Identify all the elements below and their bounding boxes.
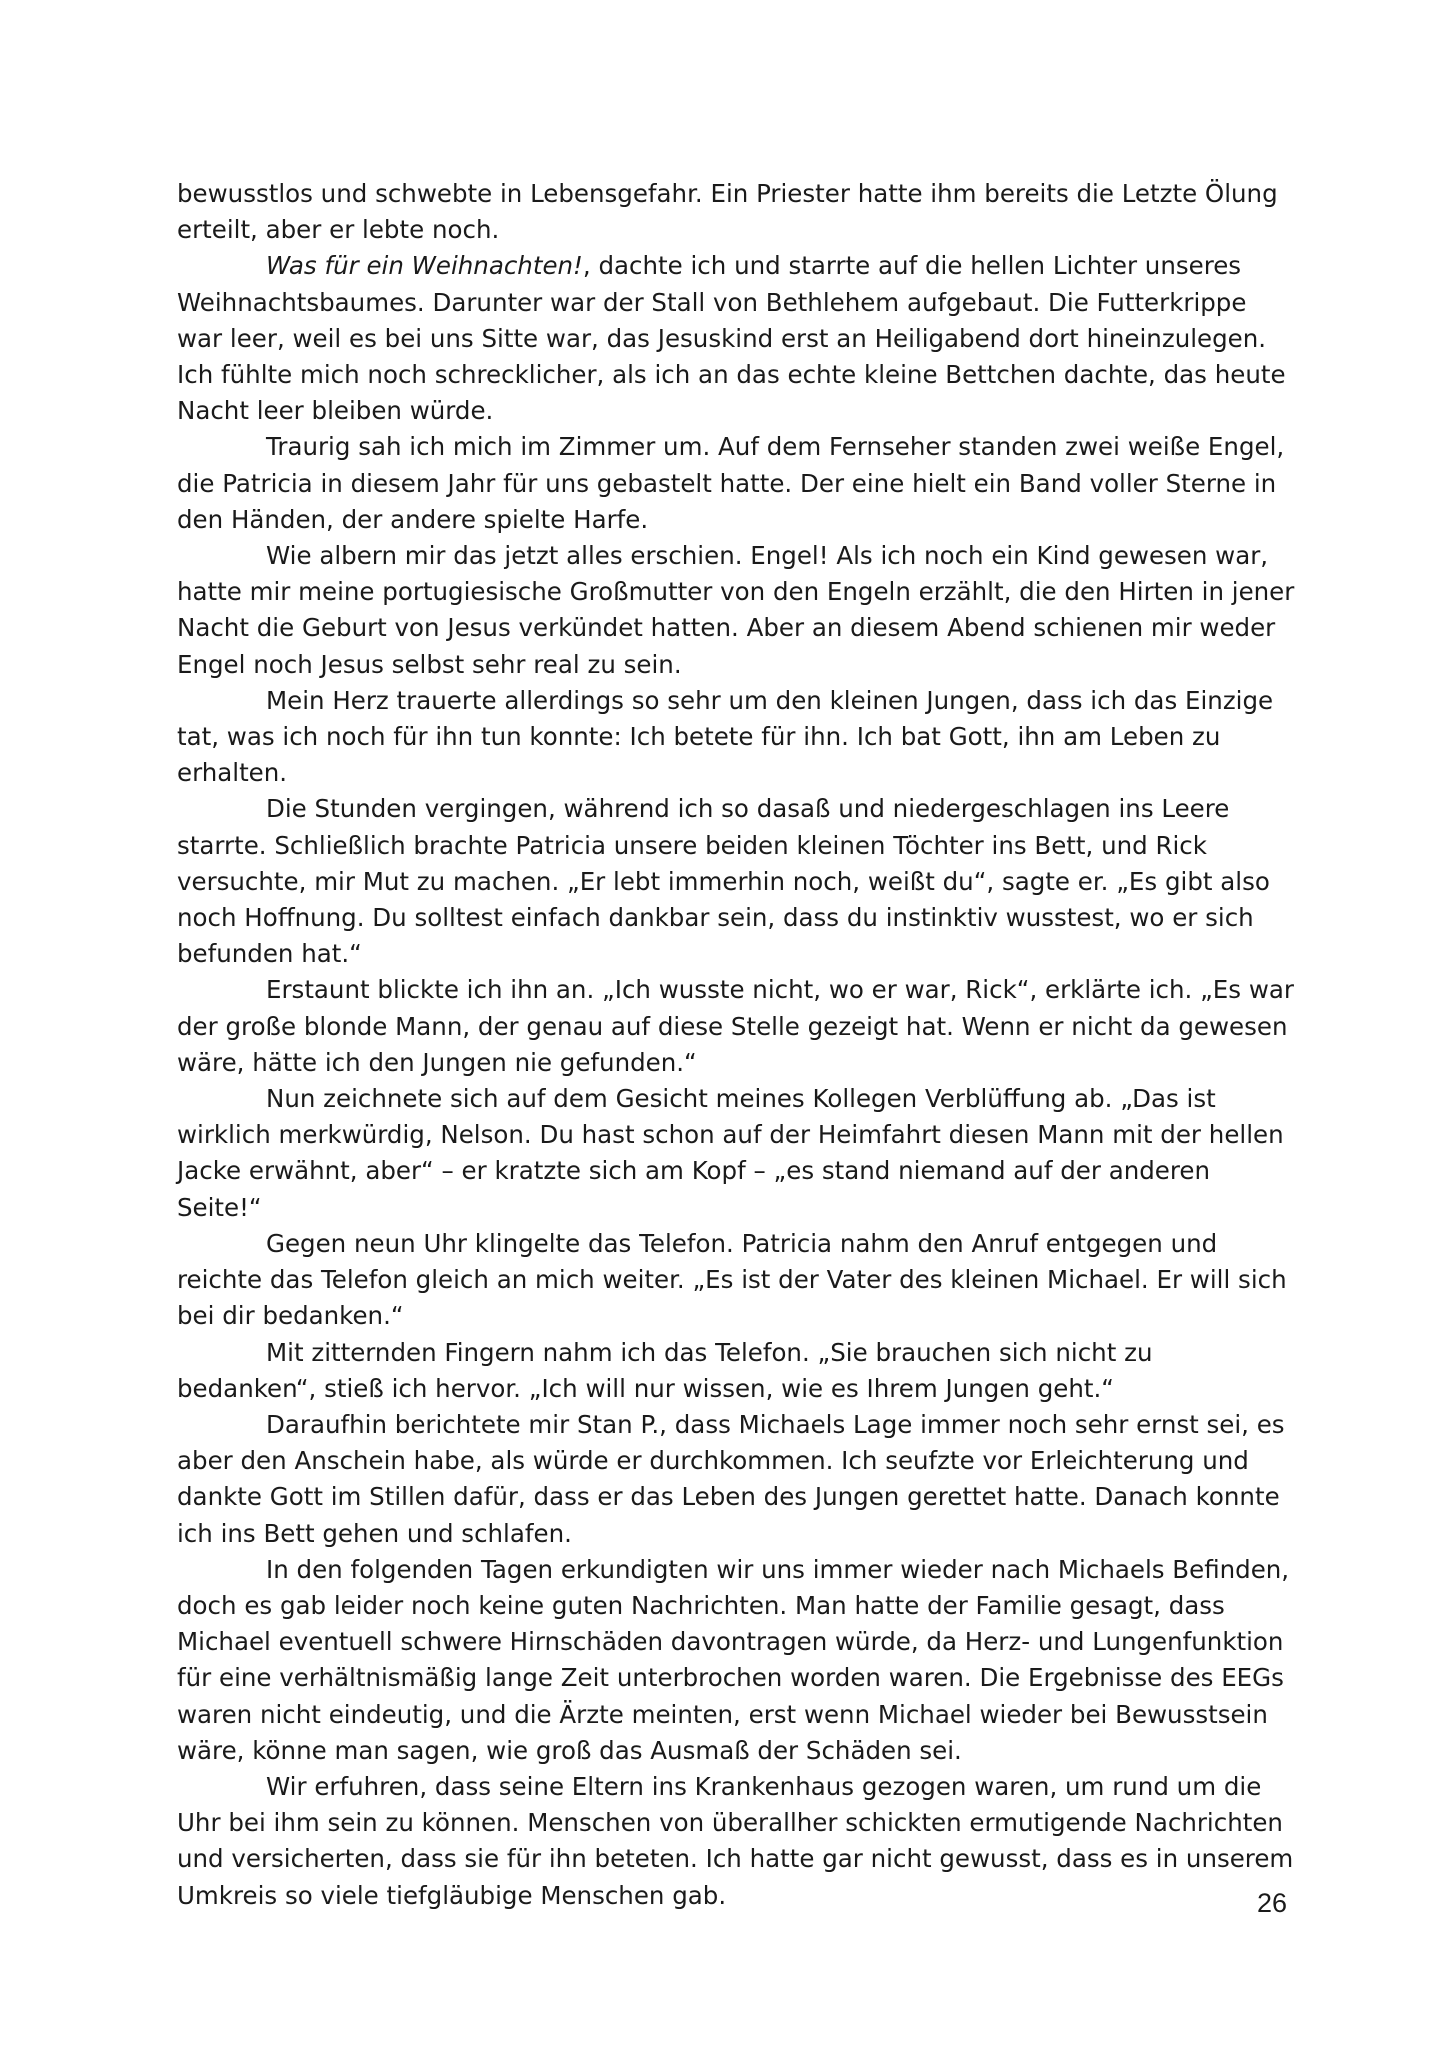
paragraph-1: bewusstlos und schwebte in Lebensgefahr. Ein Priester hatte ihm bereits die Letzte Ölung erteilt, aber er lebte noch. xyxy=(177,179,1278,245)
paragraph-4: Wie albern mir das jetzt alles erschien. Engel! Als ich noch ein Kind gewesen war, hatte mir meine portugiesische Großmutter von den Engeln erzählt, die den Hirten in jener Nacht die Geburt von Jesus verkündet hatten. Aber an diesem Abend schienen mir weder Engel noch Jesus selbst sehr real zu sein. xyxy=(177,541,1295,679)
paragraph-9: Gegen neun Uhr klingelte das Telefon. Patricia nahm den Anruf entgegen und reichte das Telefon gleich an mich weiter. „Es ist der Vater des kleinen Michael. Er will sich bei dir bedanken.“ xyxy=(177,1228,1287,1331)
paragraph-13: Wir erfuhren, dass seine Eltern ins Krankenhaus gezogen waren, um rund um die Uhr bei ihm sein zu können. Menschen von überallher schickten ermutigende Nachrichten und versicherten, dass sie für ihn beteten. Ich hatte gar nicht gewusst, dass es in unserem Umkreis so viele tiefgläubige Menschen gab. xyxy=(177,1771,1294,1910)
paragraph-7: Erstaunt blickte ich ihn an. „Ich wusste nicht, wo er war, Rick“, erklärte ich. „Es war der große blonde Mann, der genau auf diese Stelle gezeigt hat. Wenn er nicht da gewesen wäre, hätte ich den Jungen nie gefunden.“ xyxy=(177,975,1294,1077)
page-number: 26 xyxy=(1256,1888,1287,1918)
paragraph-12: In den folgenden Tagen erkundigten wir uns immer wieder nach Michaels Befinden, doch es gab leider noch keine guten Nachrichten. Man hatte der Familie gesagt, dass Michael eventuell schwere Hirnschäden davontragen würde, da Herz- und Lungenfunktion für eine verhältnismäßig lange Zeit unterbrochen worden waren. Die Ergebnisse des EEGs waren nicht eindeutig, und die Ärzte meinten, erst wenn Michael wieder bei Bewusstsein wäre, könne man sagen, wie groß das Ausmaß der Schäden sei. xyxy=(177,1554,1290,1765)
paragraph-11: Daraufhin berichtete mir Stan P., dass Michaels Lage immer noch sehr ernst sei, es aber den Anschein habe, als würde er durchkommen. Ich seufzte vor Erleichterung und dankte Gott im Stillen dafür, dass er das Leben des Jungen gerettet hatte. Danach konnte ich ins Bett gehen und schlafen. xyxy=(177,1409,1285,1548)
italic-exclamation: Was für ein Weihnachten! xyxy=(266,251,583,281)
paragraph-5: Mein Herz trauerte allerdings so sehr um den kleinen Jungen, dass ich das Einzige tat, was ich noch für ihn tun konnte: Ich betete für ihn. Ich bat Gott, ihn am Leben zu erhalten. xyxy=(177,685,1274,788)
body-text xyxy=(177,176,1295,1914)
paragraph-6: Die Stunden vergingen, während ich so dasaß und niedergeschlagen ins Leere starrte. Schließlich brachte Patricia unsere beiden kleinen Töchter ins Bett, und Rick versuchte, mir Mut zu machen. „Er lebt immerhin noch, weißt du“, sagte er. „Es gibt also noch Hoffnung. Du solltest einfach dankbar sein, dass du instinktiv wusstest, wo er sich befunden hat.“ xyxy=(177,794,1270,969)
paragraph-2-text: , dachte ich und starrte auf die hellen Lichter unseres Weihnachtsbaumes. Darunter war der Stall von Bethlehem aufgebaut. Die Futterkrippe war leer, weil es bei uns Sitte war, das Jesuskind erst an Heiligabend dort hineinzulegen. Ich fühlte mich noch schrecklicher, als ich an das echte kleine Bettchen dachte, das heute Nacht leer bleiben würde. xyxy=(177,251,1286,426)
paragraph-8: Nun zeichnete sich auf dem Gesicht meines Kollegen Verblüffung ab. „Das ist wirklich merkwürdig, Nelson. Du hast schon auf der Heimfahrt diesen Mann mit der hellen Jacke erwähnt, aber“ – er kratzte sich am Kopf – „es stand niemand auf der anderen Seite!“ xyxy=(177,1084,1284,1222)
paragraph-10: Mit zitternden Fingern nahm ich das Telefon. „Sie brauchen sich nicht zu bedanken“, stieß ich hervor. „Ich will nur wissen, wie es Ihrem Jungen geht.“ xyxy=(177,1337,1153,1403)
paragraph-3: Traurig sah ich mich im Zimmer um. Auf dem Fernseher standen zwei weiße Engel, die Patricia in diesem Jahr für uns gebastelt hatte. Der eine hielt ein Band voller Sterne in den Händen, der andere spielte Harfe. xyxy=(177,432,1285,534)
paragraph-2 xyxy=(177,248,1295,429)
